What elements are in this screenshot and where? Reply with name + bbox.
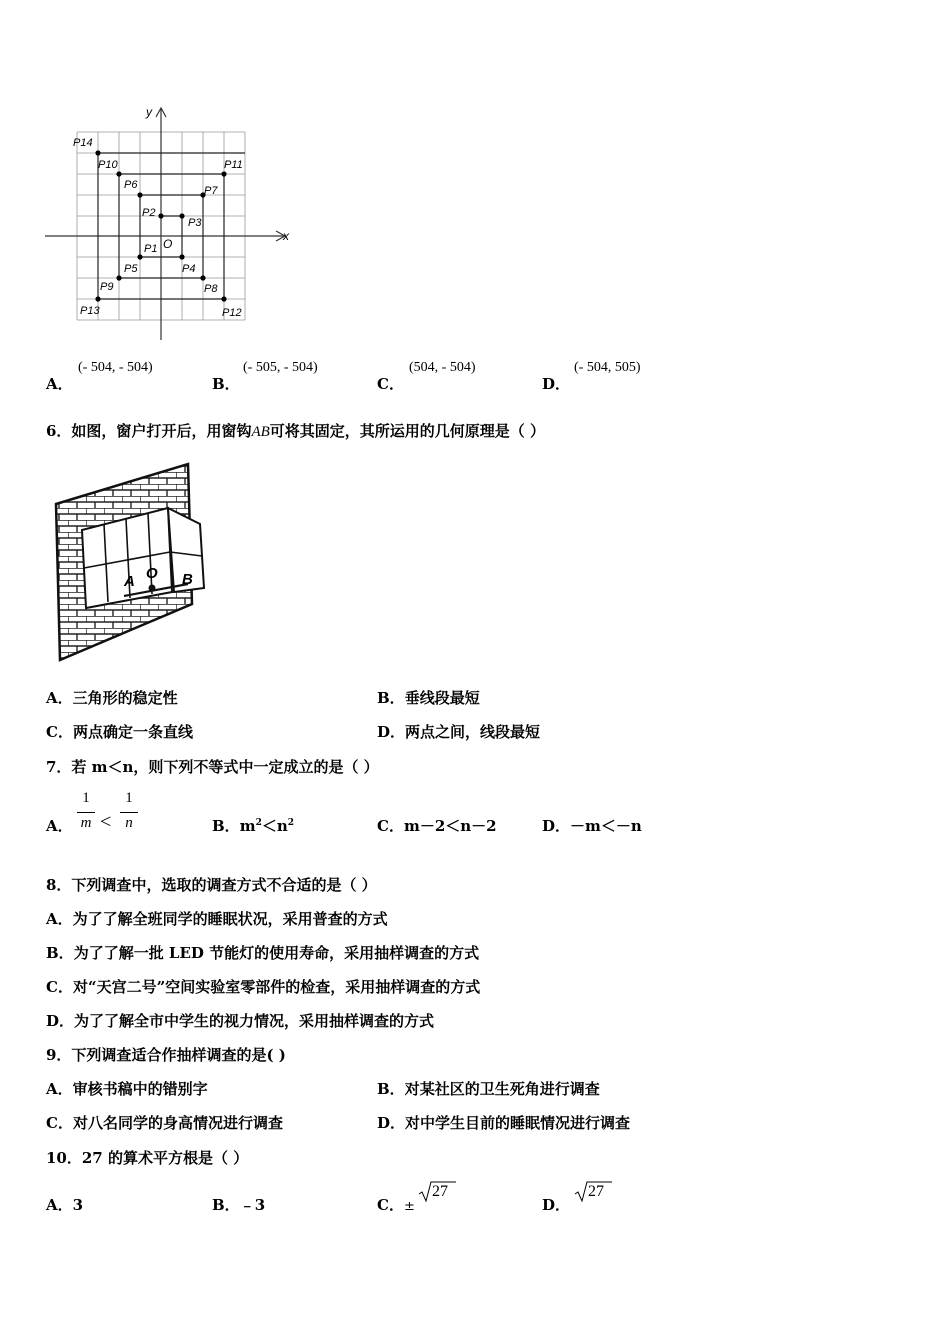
label-b: B — [182, 571, 193, 588]
frac1-denominator: m — [80, 815, 92, 831]
frac1-numerator: 1 — [82, 790, 90, 806]
label-p11: P11 — [224, 159, 243, 171]
q9-option-b[interactable]: B．对某社区的卫生死角进行调查 — [377, 1080, 600, 1098]
q10-stem: 10．27 的算术平方根是（ ） — [46, 1149, 249, 1167]
label-p14: P14 — [73, 137, 93, 149]
variable-ab: AB — [251, 424, 270, 440]
q8-option-b[interactable]: B．为了了解一批 LED 节能灯的使用寿命，采用抽样调查的方式 — [46, 944, 480, 962]
frac2-bar — [120, 812, 138, 813]
q5-option-a[interactable] — [46, 373, 73, 394]
label-p2: P2 — [142, 207, 156, 219]
label-p12: P12 — [222, 307, 242, 319]
q9-stem: 9．下列调查适合作抽样调查的是( ) — [46, 1046, 286, 1064]
q5-option-c[interactable] — [377, 373, 404, 394]
label-p1: P1 — [144, 243, 158, 255]
q9-option-c[interactable]: C．对八名同学的身高情况进行调查 — [46, 1114, 283, 1132]
q6-stem: 6．如图，窗户打开后，用窗钩AB可将其固定，其所运用的几何原理是（ ） — [46, 422, 546, 440]
q6-option-d[interactable]: D．两点之间，线段最短 — [377, 723, 541, 741]
label-o: O — [146, 565, 158, 582]
q5-option-c-value: (504, - 504) — [409, 360, 476, 375]
q7-option-c[interactable]: C．m－2＜n－2 — [377, 817, 497, 835]
label-p5: P5 — [124, 263, 138, 275]
q6-option-a[interactable]: A．三角形的稳定性 — [46, 689, 178, 707]
label-p3: P3 — [188, 217, 202, 229]
option-letter: D． — [542, 375, 571, 393]
q5-option-a-value: (- 504, - 504) — [78, 360, 153, 375]
x-axis-label: x — [283, 229, 289, 243]
q6-option-b[interactable]: B．垂线段最短 — [377, 689, 480, 707]
label-p13: P13 — [80, 305, 100, 317]
radicand-c: 27 — [432, 1183, 448, 1200]
q7-option-b[interactable]: B．$m^2<n^2$ — [212, 817, 295, 835]
window-brick-figure — [50, 460, 210, 665]
radicand-d: 27 — [588, 1183, 604, 1200]
frac2-denominator: n — [125, 815, 133, 831]
label-p8: P8 — [204, 283, 218, 295]
q8-option-a[interactable]: A．为了了解全班同学的睡眠状况，采用普查的方式 — [46, 910, 388, 928]
q7-stem: 7．若 m＜n，则下列不等式中一定成立的是（ ） — [46, 758, 379, 776]
label-p7: P7 — [204, 185, 218, 197]
option-letter: C． — [377, 375, 404, 393]
option-letter: A． — [46, 375, 73, 393]
q10-option-c[interactable]: C．± — [377, 1196, 415, 1214]
less-than: < — [100, 811, 112, 833]
q5-option-d[interactable] — [542, 373, 570, 394]
label-p9: P9 — [100, 281, 114, 293]
q7-option-a[interactable]: A． — [46, 817, 73, 835]
q9-option-d[interactable]: D．对中学生目前的睡眠情况进行调查 — [377, 1114, 631, 1132]
frac2-numerator: 1 — [125, 790, 133, 806]
q5-option-b[interactable] — [212, 373, 240, 394]
y-axis-label: y — [146, 105, 152, 119]
label-p10: P10 — [98, 159, 118, 171]
label-p6: P6 — [124, 179, 138, 191]
q8-stem: 8．下列调查中，选取的调查方式不合适的是（ ） — [46, 876, 377, 894]
q9-option-a[interactable]: A．审核书稿中的错别字 — [46, 1080, 208, 1098]
label-p4: P4 — [182, 263, 196, 275]
q5-option-b-value: (- 505, - 504) — [243, 360, 318, 375]
q10-option-a[interactable]: A．3 — [46, 1196, 84, 1214]
option-letter: B． — [212, 375, 240, 393]
q10-option-b[interactable]: B．﹣3 — [212, 1196, 266, 1214]
q7-option-d[interactable]: D．－m＜－n — [542, 817, 642, 835]
q6-option-c[interactable]: C．两点确定一条直线 — [46, 723, 193, 741]
q10-option-d[interactable]: D． — [542, 1196, 571, 1214]
frac1-bar — [77, 812, 95, 813]
q8-option-c[interactable]: C．对“天宫二号”空间实验室零部件的检查，采用抽样调查的方式 — [46, 978, 481, 996]
origin-label: O — [163, 237, 173, 251]
label-a: A — [124, 573, 135, 590]
spiral-coordinate-figure — [40, 100, 300, 345]
q8-option-d[interactable]: D．为了了解全市中学生的视力情况，采用抽样调查的方式 — [46, 1012, 435, 1030]
q5-option-d-value: (- 504, 505) — [574, 360, 641, 375]
